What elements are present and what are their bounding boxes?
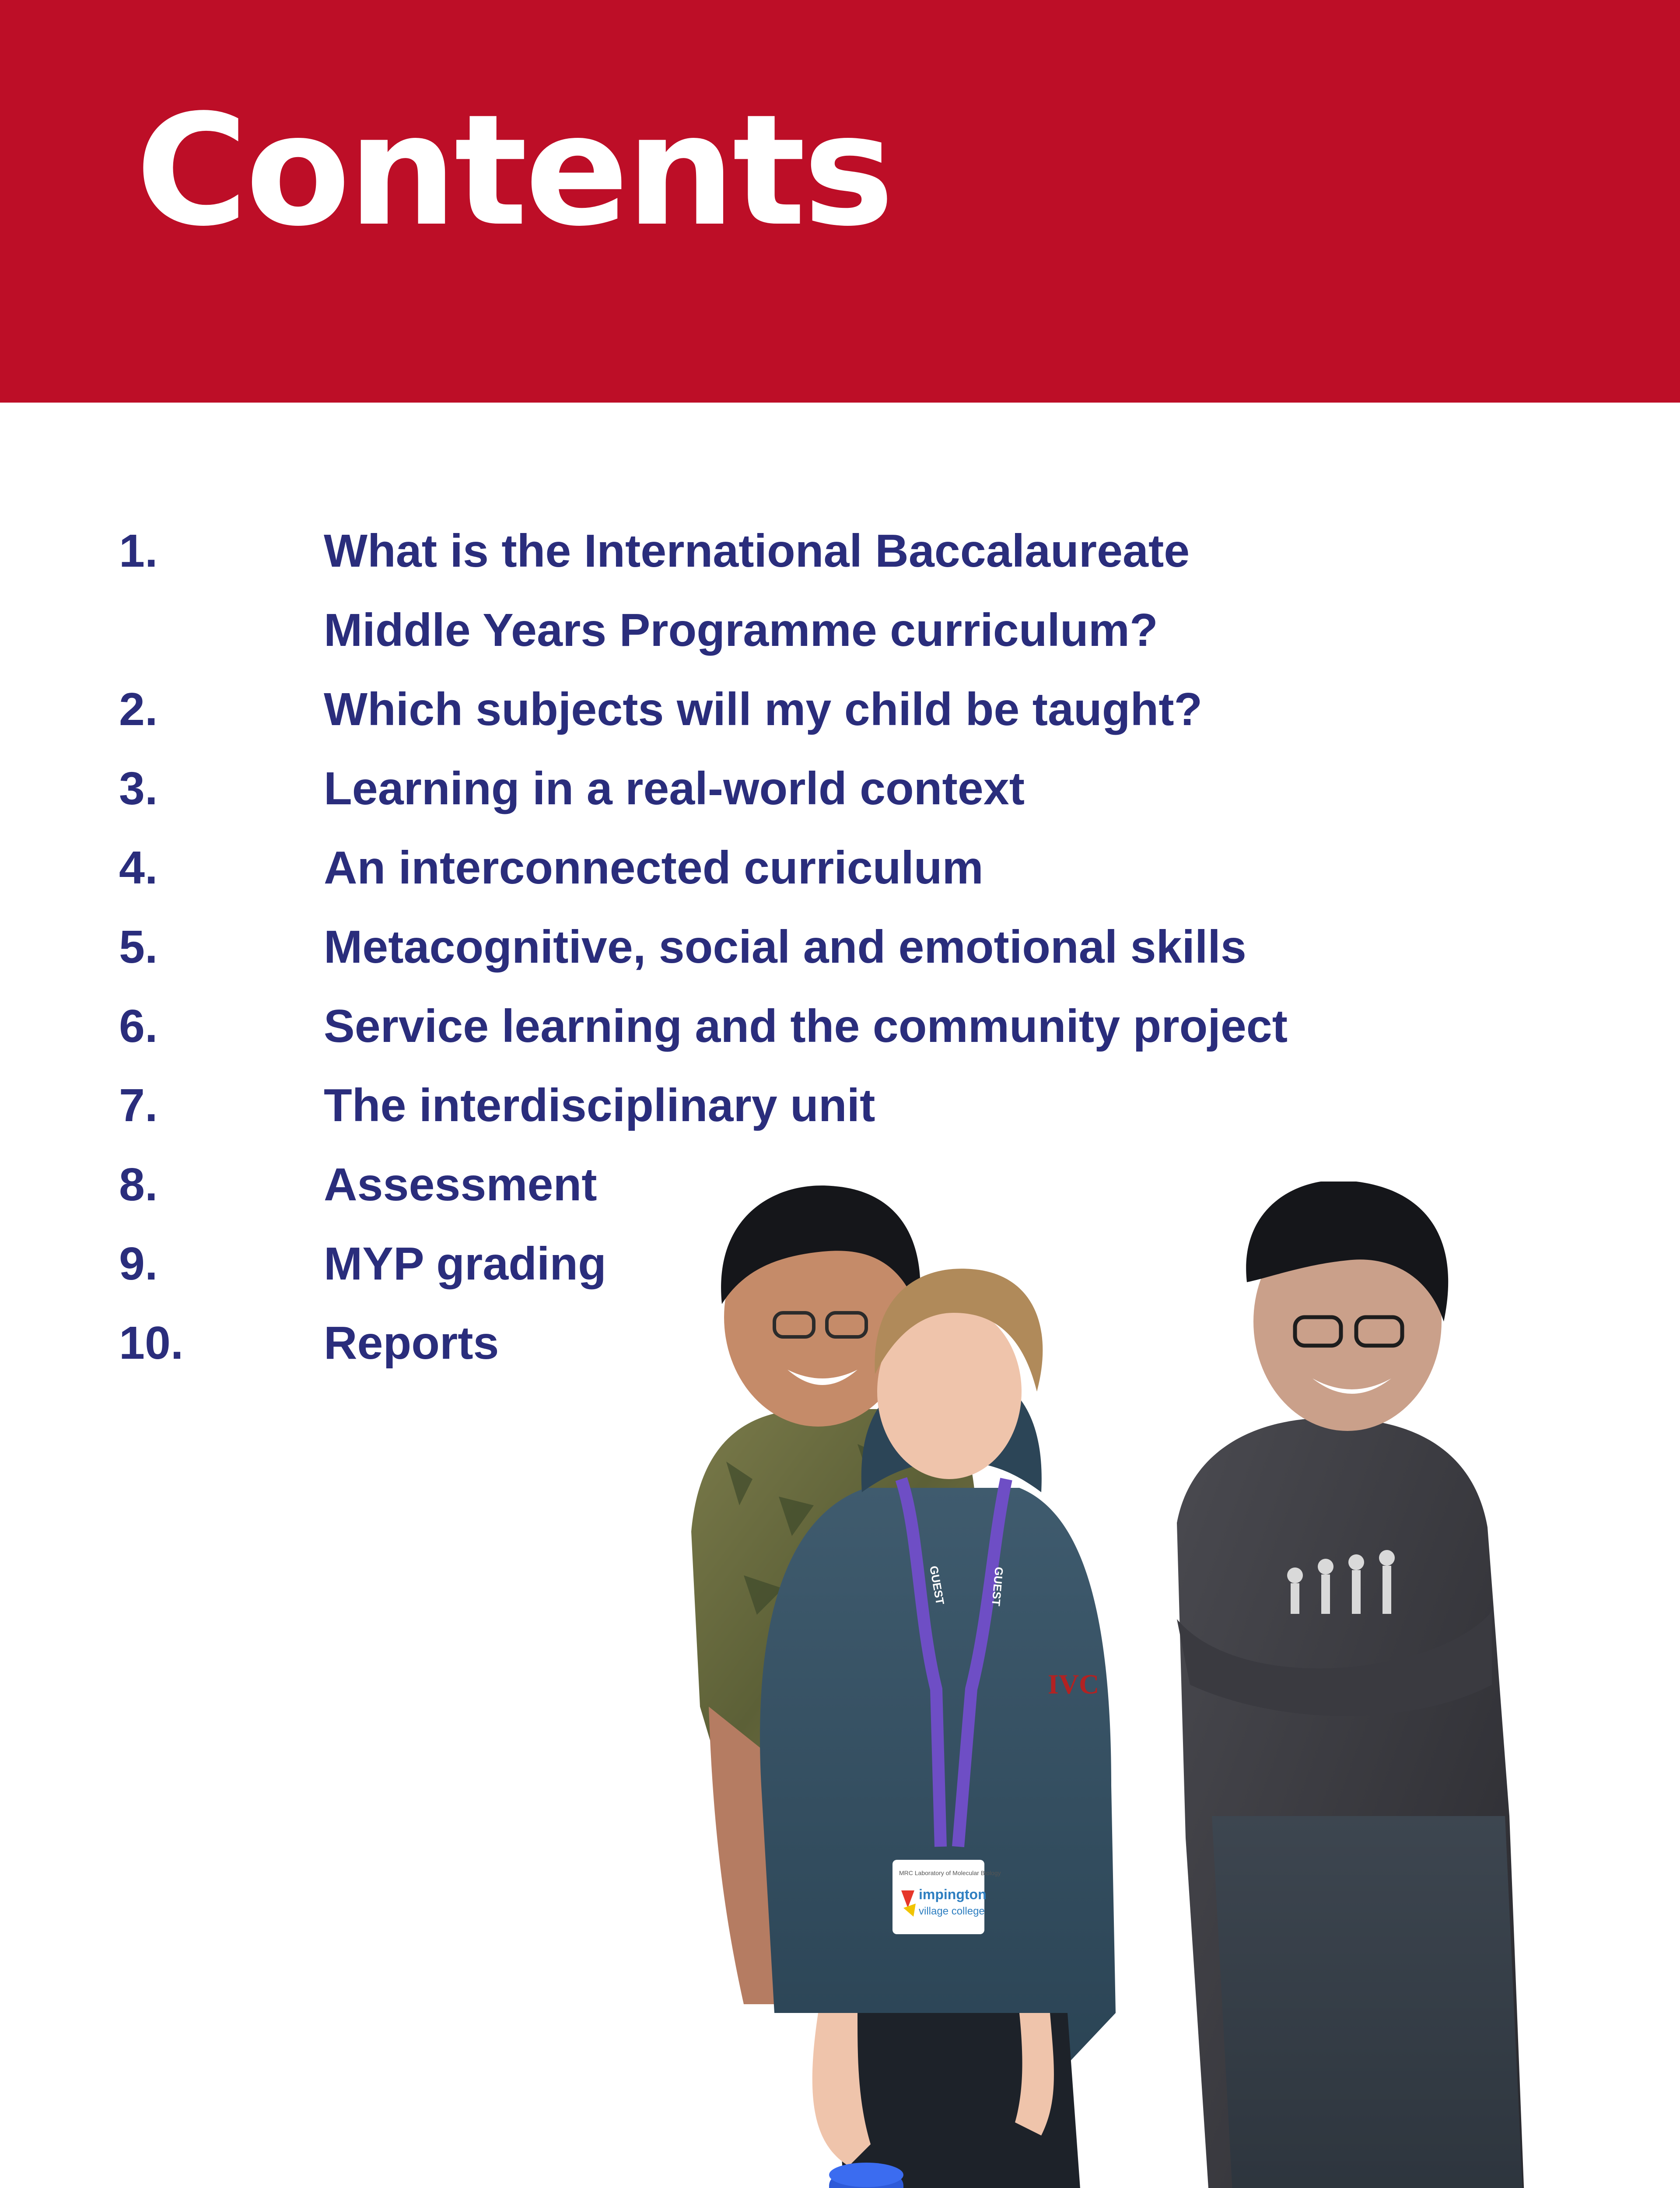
3d-printed-model xyxy=(674,2163,1680,2188)
toc-item-number: 5. xyxy=(119,921,158,973)
toc-item-title: An interconnected curriculum xyxy=(324,842,984,894)
toc-item-title: Service learning and the community project xyxy=(324,1000,1288,1052)
toc-item-title: Assessment xyxy=(324,1159,597,1210)
badge-school-line-1: impington xyxy=(919,1886,987,1902)
right-student-figure xyxy=(1177,1182,1531,2188)
toc-item-number: 2. xyxy=(119,684,158,735)
toc-item-title: Reports xyxy=(324,1317,499,1369)
header-band xyxy=(0,0,1680,403)
toc-item-title: Metacognitive, social and emotional skills xyxy=(324,921,1246,973)
toc-item-title: The interdisciplinary unit xyxy=(324,1080,875,1131)
badge-school-line-2: village college xyxy=(919,1905,985,1917)
page-title: Contents xyxy=(136,81,892,260)
students-photo xyxy=(674,1182,1680,2188)
toc-item-title: Which subjects will my child be taught? xyxy=(324,684,1203,735)
toc-item-number: 9. xyxy=(119,1238,158,1290)
badge-small-text: MRC Laboratory of Molecular Biology xyxy=(899,1869,1001,1876)
hoodie-logo-text: IVC xyxy=(1048,1669,1099,1700)
lanyard-text: GUEST xyxy=(927,1564,947,1606)
toc-item-number: 7. xyxy=(119,1080,158,1131)
toc-item-number: 10. xyxy=(119,1317,184,1369)
toc-item-title: Learning in a real-world context xyxy=(324,763,1025,814)
toc-item-title: MYP grading xyxy=(324,1238,606,1290)
toc-item-number: 4. xyxy=(119,842,158,894)
toc-item-title: What is the International Baccalaureate xyxy=(324,525,1190,577)
lanyard-text: GUEST xyxy=(989,1566,1006,1607)
toc-item-title-continued: Middle Years Programme curriculum? xyxy=(324,604,1158,656)
toc-item-number: 8. xyxy=(119,1159,158,1210)
toc-item-number: 3. xyxy=(119,763,158,814)
toc-item-number: 1. xyxy=(119,525,158,577)
toc-item-number: 6. xyxy=(119,1000,158,1052)
